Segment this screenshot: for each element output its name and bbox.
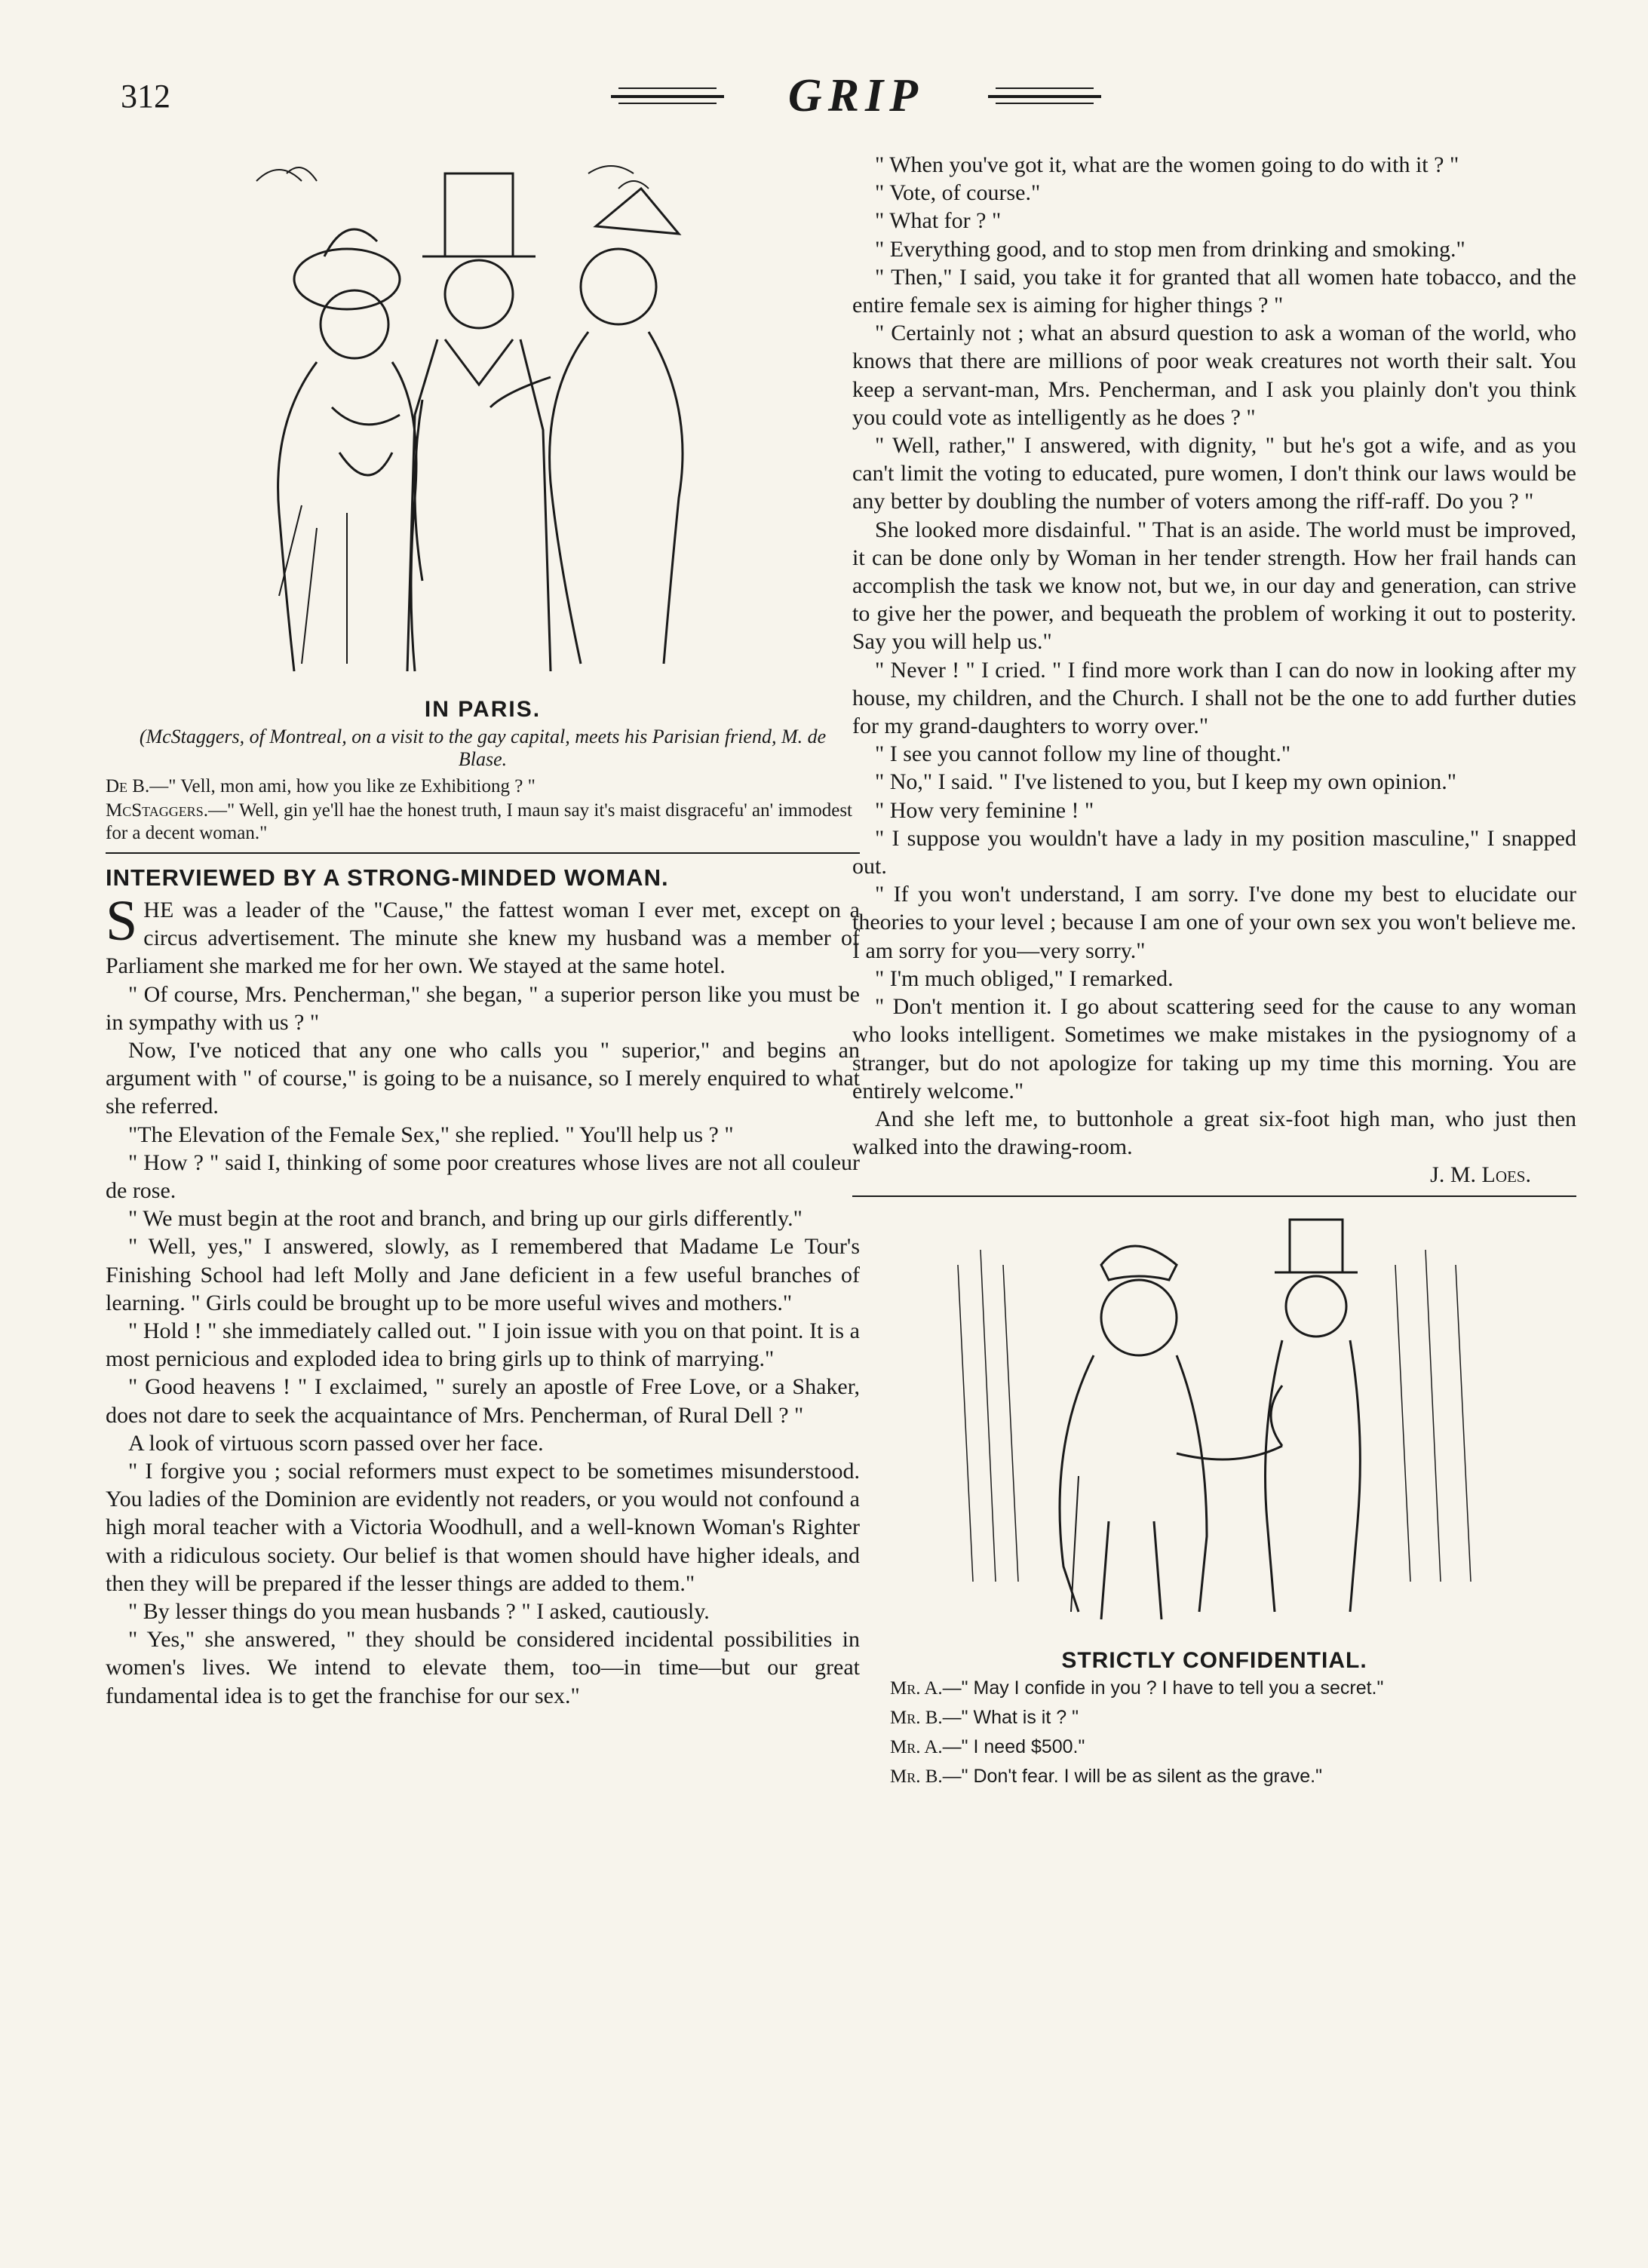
article-paragraph: " No," I said. " I've listened to you, but I keep my own opinion." — [875, 769, 1456, 795]
cartoon2-speaker: Mr. A. — [890, 1737, 943, 1758]
cartoon1-text: —" Well, gin ye'll hae the honest truth, I maun say it's maist disgracefu' an' immodest for a decent woman." — [106, 800, 853, 843]
article-paragraph: "The Elevation of the Female Sex," she replied. " You'll help us ? " — [128, 1122, 734, 1147]
article-paragraph: " Then," I said, you take it for granted that all women hate tobacco, and the entire female sex is aiming for higher things ? " — [852, 264, 1576, 318]
article-paragraph: " Of course, Mrs. Pencherman," she began, " a superior person like you must be in sympathy with us ? " — [106, 981, 860, 1035]
masthead — [611, 66, 1101, 127]
article-paragraph: " We must begin at the root and branch, and bring up our girls differently." — [128, 1206, 803, 1232]
cartoon2-speaker: Mr. B. — [890, 1766, 943, 1788]
cartoon2-line — [890, 1762, 1576, 1791]
in-paris-illustration — [196, 151, 769, 694]
article-paragraph: " How very feminine ! " — [875, 797, 1094, 823]
article-paragraph: " I see you cannot follow my line of thought." — [875, 741, 1291, 767]
cartoon2-line — [890, 1732, 1576, 1762]
cartoon1-speaker: McStaggers. — [106, 800, 208, 821]
cartoon2-line — [890, 1703, 1576, 1732]
article-paragraph: " I'm much obliged," I remarked. — [875, 965, 1174, 991]
author-signature: J. M. Loes. — [1430, 1162, 1531, 1188]
article-paragraph: SHE was a leader of the "Cause," the fattest woman I ever met, except on a circus advertisement. The minute she knew my husband was a member of Parliament she marked me for her own. We stayed at the same hotel. — [106, 889, 860, 979]
cartoon2-line — [890, 1674, 1576, 1703]
cartoon1-title: IN PARIS. — [424, 697, 542, 722]
article-paragraph: " Certainly not ; what an absurd question to ask a woman of the world, who knows that there are millions of poor weak creatures not worth their salt. You keep a servant-man, Mrs. Pencherman, and I ask you plainly don't you think you could vote as intelligently as he does ? " — [852, 321, 1576, 430]
article-paragraph: " What for ? " — [875, 208, 1002, 234]
right-column — [852, 151, 1576, 1791]
cartoon2-text: —" I need $500." — [942, 1736, 1085, 1758]
divider — [852, 1195, 1576, 1197]
article-paragraph: She looked more disdainful. " That is an aside. The world must be improved, it can be done only by Woman in her tender strength. How her frail hands can accomplish the task we know not, but we, in our day and generation, can strive to give her the power, and bequeath the problem of working it out to posterity. Say you will help us." — [852, 517, 1576, 655]
article-paragraph: Now, I've noticed that any one who calls you " superior," and begins an argument with " of course," is going to be a nuisance, so I merely enquired to what she referred. — [106, 1038, 860, 1119]
cartoon2-speaker: Mr. A. — [890, 1678, 943, 1699]
cartoon1-speaker: De B. — [106, 776, 150, 796]
article-paragraph: " Never ! " I cried. " I find more work than I can do now in looking after my house, my children, and the Church. I shall not be the one to add further duties for my grand-daughters to worry over." — [852, 657, 1576, 739]
cartoon2-text: —" May I confide in you ? I have to tell you a secret." — [942, 1677, 1384, 1699]
left-column — [106, 151, 860, 1710]
drop-cap: S — [106, 889, 138, 953]
article-paragraph: " Everything good, and to stop men from drinking and smoking." — [875, 236, 1465, 262]
article-paragraph: " I suppose you wouldn't have a lady in my position masculine," I snapped out. — [852, 825, 1576, 879]
article-title: INTERVIEWED BY A STRONG-MINDED WOMAN. — [106, 864, 669, 891]
article-paragraph: " Well, rather," I answered, with dignity, " but he's got a wife, and as you can't limit the voting to educated, pure women, I don't think our laws would be any better by doubling the number of voters among the riff-raff. Do you ? " — [852, 433, 1576, 514]
article-paragraph: " Good heavens ! " I exclaimed, " surely an apostle of Free Love, or a Shaker, does not dare to seek the acquaintance of Mrs. Pencherman, of Rural Dell ? " — [106, 1374, 860, 1428]
article-paragraph: " If you won't understand, I am sorry. I've done my best to elucidate our theories to your level ; because I am one of your own sex you won't believe me. I am sorry for you—very sorry." — [852, 882, 1576, 963]
strictly-confidential-illustration — [928, 1205, 1501, 1642]
page-number: 312 — [121, 78, 170, 115]
cartoon2-title: STRICTLY CONFIDENTIAL. — [1061, 1648, 1367, 1674]
article-paragraph: A look of virtuous scorn passed over her face. — [128, 1430, 544, 1456]
masthead-title: GRIP — [787, 70, 925, 121]
divider — [106, 852, 860, 854]
cartoon1-text: —" Vell, mon ami, how you like ze Exhibitiong ? " — [149, 776, 536, 796]
article-paragraph: " Vote, of course." — [875, 180, 1041, 206]
article-paragraph: " I forgive you ; social reformers must expect to be sometimes misunderstood. You ladies of the Dominion are evidently not readers, or you would not confound a high moral teacher with a Victoria Woodhull, and a well-known Woman's Righter with a ridiculous society. Our belief is that women should have higher ideals, and then they will be prepared if the lesser things are added to them." — [106, 1459, 860, 1596]
cartoon2-text: —" Don't fear. I will be as silent as the grave." — [942, 1766, 1322, 1788]
article-paragraph: " Yes," she answered, " they should be considered incidental possibilities in women's lives. We intend to elevate them, too—in time—but our great fundamental idea is to get the franchise for our sex." — [106, 1627, 860, 1708]
article-paragraph: And she left me, to buttonhole a great six-foot high man, who just then walked into the drawing-room. — [852, 1106, 1576, 1160]
cartoon2-text: —" What is it ? " — [942, 1707, 1079, 1729]
article-paragraph: " Hold ! " she immediately called out. " I join issue with you on that point. It is a most pernicious and exploded idea to bring girls up to think of marrying." — [106, 1318, 860, 1372]
cartoon1-line — [106, 799, 860, 845]
cartoon1-subtitle: (McStaggers, of Montreal, on a visit to the gay capital, meets his Parisian friend, M. de Blase. — [139, 726, 827, 770]
cartoon1-line — [106, 775, 860, 798]
article-paragraph: " Well, yes," I answered, slowly, as I remembered that Madame Le Tour's Finishing School had left Molly and Jane deficient in a few useful branches of learning. " Girls could be brought up to be more useful wives and mothers." — [106, 1234, 860, 1315]
cartoon2-speaker: Mr. B. — [890, 1708, 943, 1729]
article-paragraph: " When you've got it, what are the women going to do with it ? " — [875, 152, 1459, 177]
masthead-rule-right — [988, 95, 1101, 98]
article-paragraph: " Don't mention it. I go about scattering seed for the cause to any woman who looks intelligent. Sometimes we make mistakes in the pysiognomy of a stranger, but do not apologize for taking up my time this morning. You are entirely welcome." — [852, 994, 1576, 1103]
article-paragraph: " How ? " said I, thinking of some poor creatures whose lives are not all couleur de rose. — [106, 1149, 860, 1204]
article-paragraph: " By lesser things do you mean husbands ? " I asked, cautiously. — [128, 1599, 710, 1625]
